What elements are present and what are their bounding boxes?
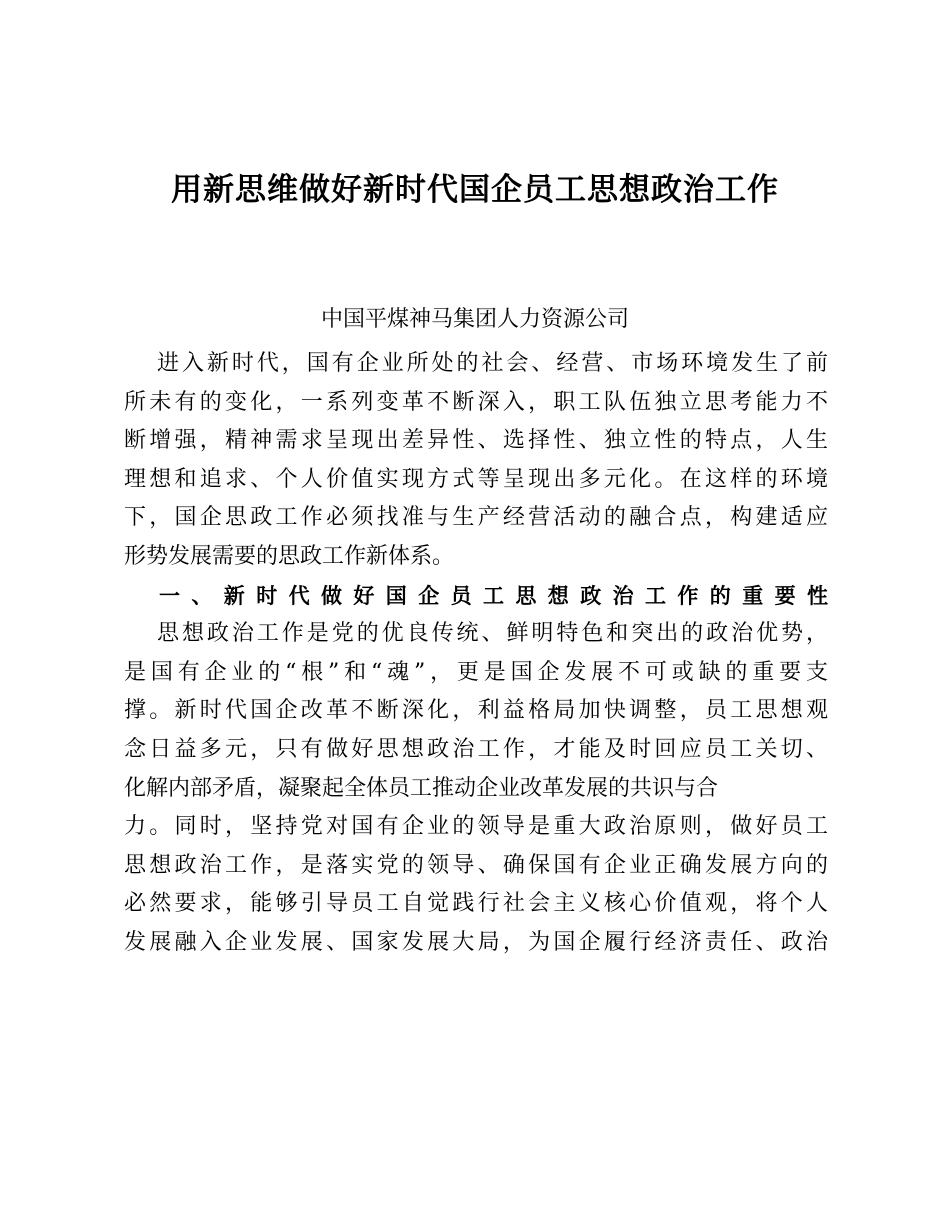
text-line: 思想政治工作，是落实党的领导、确保国有企业正确发展方向的 <box>124 852 828 878</box>
text-line: 形势发展需要的思政工作新体系。 <box>124 543 455 569</box>
document-author: 中国平煤神马集团人力资源公司 <box>320 307 629 332</box>
paragraph-intro <box>124 345 828 577</box>
text-line: 发展融入企业发展、国家发展大局，为国企履行经济责任、政治 <box>124 929 828 955</box>
text-line: 下，国企思政工作必须找准与生产经营活动的融合点，构建适应 <box>124 505 828 531</box>
paragraph-importance <box>124 615 828 962</box>
text-line: 进入新时代，国有企业所处的社会、经营、市场环境发生了前 <box>157 351 828 376</box>
document-body <box>124 345 828 963</box>
document-title: 用新思维做好新时代国企员工思想政治工作 <box>171 172 779 208</box>
text-line: 理想和追求、个人价值实现方式等呈现出多元化。在这样的环境 <box>124 466 828 492</box>
text-line: 念日益多元，只有做好思想政治工作，才能及时回应员工关切、 <box>124 736 828 762</box>
text-line: 思想政治工作是党的优良传统、鲜明特色和突出的政治优势， <box>157 621 828 647</box>
text-line: 必然要求，能够引导员工自觉践行社会主义核心价值观，将个人 <box>124 891 828 917</box>
text-line: 是国有企业的“根”和“魂”，更是国企发展不可或缺的重要支 <box>124 659 828 685</box>
text-line: 化解内部矛盾，凝聚起全体员工推动企业改革发展的共识与合 <box>124 775 719 801</box>
text-line: 断增强，精神需求呈现出差异性、选择性、独立性的特点，人生 <box>124 428 828 454</box>
text-line: 撑。新时代国企改革不断深化，利益格局加快调整，员工思想观 <box>124 698 828 724</box>
text-line: 力。同时，坚持党对国有企业的领导是重大政治原则，做好员工 <box>124 814 828 840</box>
text-line: 所未有的变化，一系列变革不断深入，职工队伍独立思考能力不 <box>124 389 828 415</box>
section-heading: 一、新时代做好国企员工思想政治工作的重要性 <box>159 583 828 608</box>
